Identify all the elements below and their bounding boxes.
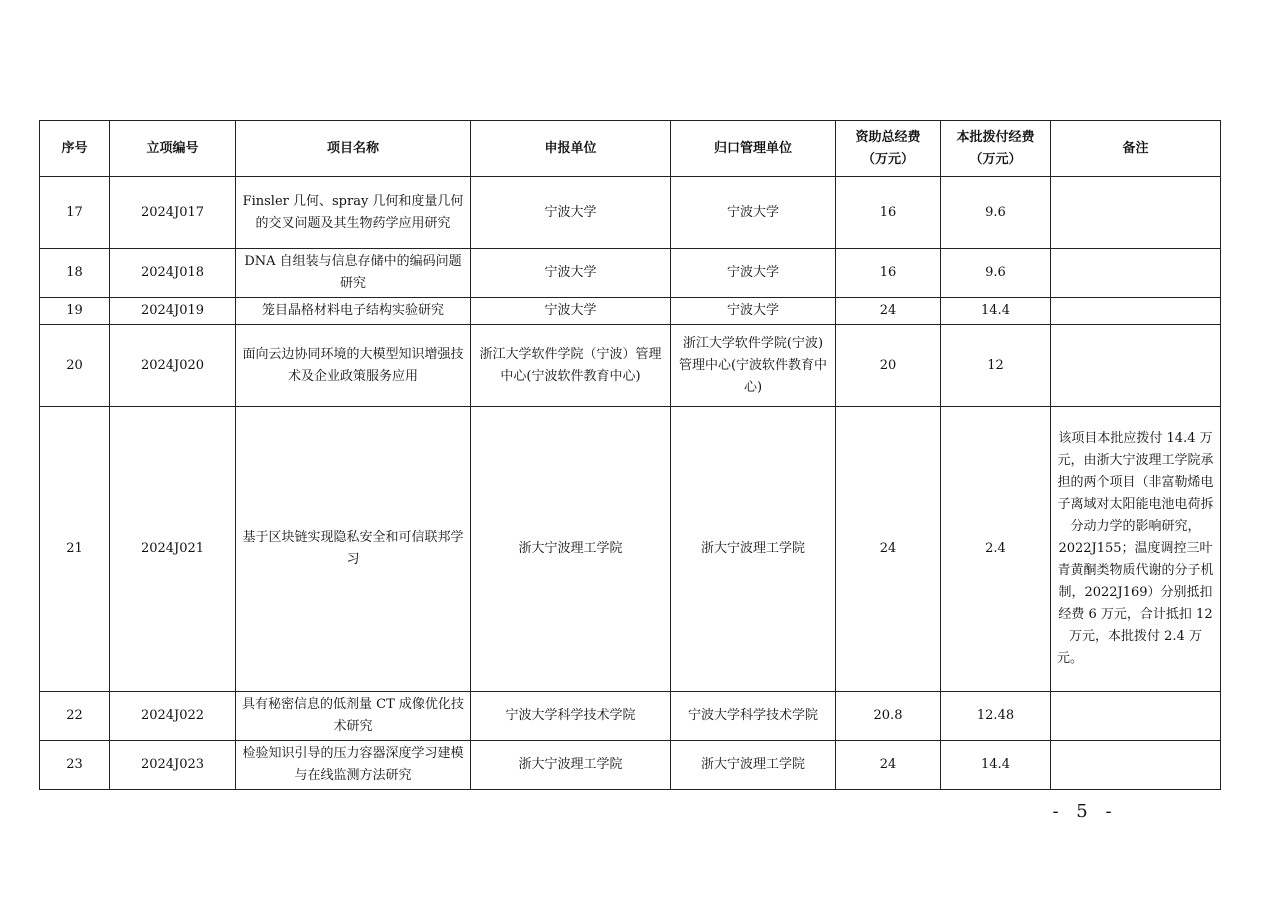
cell-batch: 14.4 bbox=[941, 298, 1051, 325]
cell-seq: 19 bbox=[40, 298, 110, 325]
funding-table bbox=[39, 120, 1221, 790]
cell-mgmt: 浙江大学软件学院(宁波)管理中心(宁波软件教育中心) bbox=[671, 325, 836, 407]
cell-remark: 该项目本批应拨付 14.4 万元，由浙大宁波理工学院承担的两个项目（非富勒烯电子离域对太阳能电池电荷拆分动力学的影响研究，2022J155；温度调控三叶青黄酮类物质代谢的分子机制，2022J169）分别抵扣经费 6 万元，合计抵扣 12 万元，本批拨付 2.4 万元。 bbox=[1051, 407, 1221, 692]
cell-remark bbox=[1051, 325, 1221, 407]
cell-unit: 浙大宁波理工学院 bbox=[471, 407, 671, 692]
table-row bbox=[40, 741, 1221, 790]
cell-mgmt: 宁波大学 bbox=[671, 298, 836, 325]
cell-name: Finsler 几何、spray 几何和度量几何的交叉问题及其生物药学应用研究 bbox=[236, 177, 471, 249]
cell-name: 检验知识引导的压力容器深度学习建模与在线监测方法研究 bbox=[236, 741, 471, 790]
cell-name: 具有秘密信息的低剂量 CT 成像优化技术研究 bbox=[236, 692, 471, 741]
cell-name: 基于区块链实现隐私安全和可信联邦学习 bbox=[236, 407, 471, 692]
cell-seq: 23 bbox=[40, 741, 110, 790]
cell-batch: 12 bbox=[941, 325, 1051, 407]
header-name: 项目名称 bbox=[236, 121, 471, 177]
cell-total: 16 bbox=[836, 249, 941, 298]
cell-name: DNA 自组装与信息存储中的编码问题研究 bbox=[236, 249, 471, 298]
header-batch-unit: （万元） bbox=[969, 151, 1022, 167]
header-code: 立项编号 bbox=[110, 121, 236, 177]
cell-total: 24 bbox=[836, 407, 941, 692]
cell-code: 2024J020 bbox=[110, 325, 236, 407]
header-unit: 申报单位 bbox=[471, 121, 671, 177]
cell-seq: 22 bbox=[40, 692, 110, 741]
cell-remark bbox=[1051, 741, 1221, 790]
cell-remark bbox=[1051, 177, 1221, 249]
cell-unit: 宁波大学科学技术学院 bbox=[471, 692, 671, 741]
cell-remark bbox=[1051, 692, 1221, 741]
cell-unit: 宁波大学 bbox=[471, 177, 671, 249]
table-row bbox=[40, 249, 1221, 298]
cell-mgmt: 宁波大学 bbox=[671, 249, 836, 298]
cell-remark bbox=[1051, 298, 1221, 325]
table-row bbox=[40, 177, 1221, 249]
cell-batch: 2.4 bbox=[941, 407, 1051, 692]
header-mgmt: 归口管理单位 bbox=[671, 121, 836, 177]
cell-total: 20.8 bbox=[836, 692, 941, 741]
cell-total: 16 bbox=[836, 177, 941, 249]
cell-remark bbox=[1051, 249, 1221, 298]
cell-mgmt: 宁波大学 bbox=[671, 177, 836, 249]
header-seq: 序号 bbox=[40, 121, 110, 177]
cell-total: 24 bbox=[836, 298, 941, 325]
cell-code: 2024J022 bbox=[110, 692, 236, 741]
cell-total: 24 bbox=[836, 741, 941, 790]
cell-total: 20 bbox=[836, 325, 941, 407]
page-number: - 5 - bbox=[1052, 801, 1118, 822]
table-row bbox=[40, 325, 1221, 407]
cell-batch: 14.4 bbox=[941, 741, 1051, 790]
cell-code: 2024J021 bbox=[110, 407, 236, 692]
cell-batch: 12.48 bbox=[941, 692, 1051, 741]
cell-seq: 18 bbox=[40, 249, 110, 298]
cell-seq: 17 bbox=[40, 177, 110, 249]
cell-unit: 宁波大学 bbox=[471, 298, 671, 325]
cell-code: 2024J017 bbox=[110, 177, 236, 249]
header-total bbox=[836, 121, 941, 177]
cell-code: 2024J018 bbox=[110, 249, 236, 298]
header-batch bbox=[941, 121, 1051, 177]
cell-code: 2024J023 bbox=[110, 741, 236, 790]
header-remark: 备注 bbox=[1051, 121, 1221, 177]
cell-name: 笼目晶格材料电子结构实验研究 bbox=[236, 298, 471, 325]
cell-unit: 浙大宁波理工学院 bbox=[471, 741, 671, 790]
cell-mgmt: 浙大宁波理工学院 bbox=[671, 407, 836, 692]
table-row bbox=[40, 298, 1221, 325]
cell-batch: 9.6 bbox=[941, 249, 1051, 298]
cell-seq: 20 bbox=[40, 325, 110, 407]
header-total-unit: （万元） bbox=[861, 151, 914, 167]
cell-mgmt: 宁波大学科学技术学院 bbox=[671, 692, 836, 741]
table-header-row bbox=[40, 121, 1221, 177]
header-total-label: 资助总经费 bbox=[855, 129, 921, 145]
cell-code: 2024J019 bbox=[110, 298, 236, 325]
cell-batch: 9.6 bbox=[941, 177, 1051, 249]
cell-unit: 浙江大学软件学院（宁波）管理中心(宁波软件教育中心) bbox=[471, 325, 671, 407]
table-row bbox=[40, 407, 1221, 692]
cell-seq: 21 bbox=[40, 407, 110, 692]
header-batch-label: 本批拨付经费 bbox=[956, 129, 1035, 145]
cell-unit: 宁波大学 bbox=[471, 249, 671, 298]
table-row bbox=[40, 692, 1221, 741]
cell-name: 面向云边协同环境的大模型知识增强技术及企业政策服务应用 bbox=[236, 325, 471, 407]
cell-mgmt: 浙大宁波理工学院 bbox=[671, 741, 836, 790]
